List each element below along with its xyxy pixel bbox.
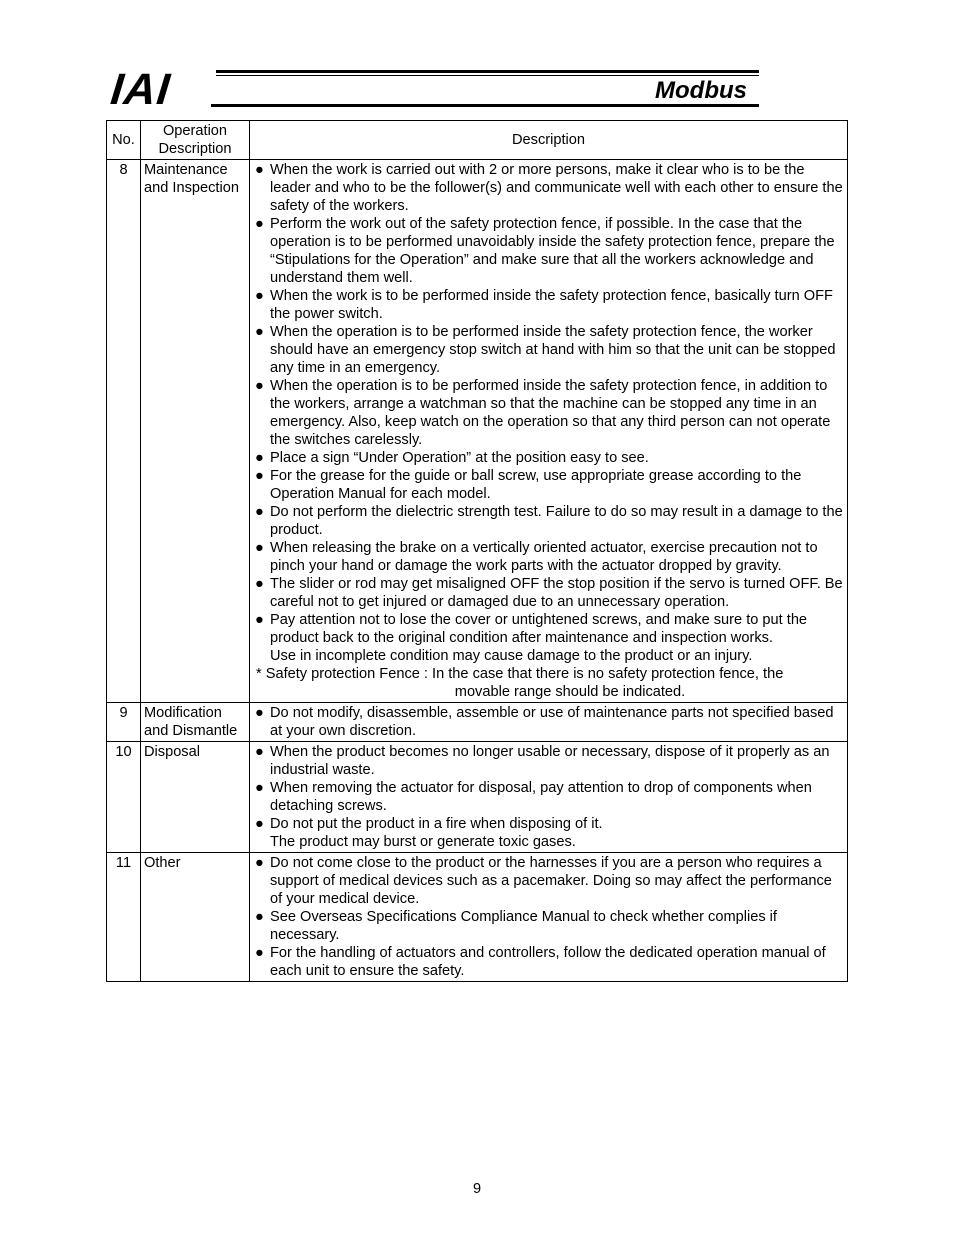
bullet-text: When the operation is to be performed inside the safety protection fence, in addition to the workers, arrange a watchman so that the machine can be stopped any time in an emergency. Also, keep watch on the operation so that any third person can not operate the switches carelessly.: [270, 378, 831, 448]
header-operation: Operation Description: [141, 121, 250, 160]
bullet-text: For the handling of actuators and controllers, follow the dedicated operation manual of each unit to ensure the safety.: [270, 945, 826, 979]
table-header-row: [107, 121, 848, 160]
bullet-item: [253, 611, 844, 665]
row-operation: Maintenance and Inspection: [141, 160, 250, 703]
bullet-item: [253, 854, 844, 908]
bullet-text: See Overseas Specifications Compliance Manual to check whether complies if necessary.: [270, 909, 777, 943]
bullet-dot-icon: ●: [255, 816, 264, 832]
bullet-dot-icon: ●: [255, 540, 264, 556]
row-operation: Disposal: [141, 742, 250, 853]
bullet-text: Do not perform the dielectric strength test. Failure to do so may result in a damage to the product.: [270, 504, 843, 538]
safety-fence-note: [253, 665, 844, 701]
bullet-item: [253, 815, 844, 851]
header-no: No.: [107, 121, 141, 160]
bullet-dot-icon: ●: [255, 945, 264, 961]
bullet-list: [253, 854, 844, 980]
row-number: 8: [107, 160, 141, 703]
bullet-item: [253, 779, 844, 815]
safety-table: [106, 120, 848, 982]
row-description: [250, 742, 848, 853]
header-rule-bottom: [211, 104, 759, 107]
bullet-item: [253, 449, 844, 467]
table-row: [107, 160, 848, 703]
row-description: [250, 160, 848, 703]
row-operation: Modification and Dismantle: [141, 703, 250, 742]
bullet-item: [253, 743, 844, 779]
header-rule-top-thin: [216, 75, 759, 76]
row-number: 9: [107, 703, 141, 742]
bullet-text: For the grease for the guide or ball screw, use appropriate grease according to the Operation Manual for each model.: [270, 468, 802, 502]
bullet-text: When releasing the brake on a vertically oriented actuator, exercise precaution not to pinch your hand or damage the work parts with the actuator dropped by gravity.: [270, 540, 818, 574]
row-operation: Other: [141, 853, 250, 982]
bullet-item: [253, 287, 844, 323]
row-description: [250, 853, 848, 982]
bullet-item: [253, 704, 844, 740]
bullet-dot-icon: ●: [255, 612, 264, 628]
bullet-item: [253, 323, 844, 377]
header-rule-top: [216, 70, 759, 73]
bullet-dot-icon: ●: [255, 744, 264, 760]
bullet-dot-icon: ●: [255, 909, 264, 925]
bullet-text: Place a sign “Under Operation” at the position easy to see.: [270, 450, 649, 466]
bullet-dot-icon: ●: [255, 324, 264, 340]
bullet-dot-icon: ●: [255, 468, 264, 484]
table-row: [107, 703, 848, 742]
table-row: [107, 853, 848, 982]
bullet-dot-icon: ●: [255, 504, 264, 520]
page-number: 9: [472, 1181, 482, 1197]
bullet-item: [253, 539, 844, 575]
bullet-list: [253, 161, 844, 665]
bullet-item: [253, 575, 844, 611]
bullet-dot-icon: ●: [255, 705, 264, 721]
bullet-dot-icon: ●: [255, 216, 264, 232]
bullet-subtext: The product may burst or generate toxic gases.: [270, 834, 576, 850]
bullet-text: Do not put the product in a fire when disposing of it.: [270, 816, 603, 832]
bullet-item: [253, 161, 844, 215]
note-text: * Safety protection Fence : In the case that there is no safety protection fence, the: [256, 666, 784, 682]
row-number: 10: [107, 742, 141, 853]
bullet-dot-icon: ●: [255, 162, 264, 178]
bullet-item: [253, 908, 844, 944]
page-header: [108, 65, 759, 114]
row-description: [250, 703, 848, 742]
bullet-text: Do not modify, disassemble, assemble or use of maintenance parts not specified based at your own discretion.: [270, 705, 834, 739]
bullet-dot-icon: ●: [255, 576, 264, 592]
bullet-text: When removing the actuator for disposal, pay attention to drop of components when detaching screws.: [270, 780, 812, 814]
bullet-text: Perform the work out of the safety protection fence, if possible. In the case that the operation is to be performed unavoidably inside the safety protection fence, prepare the “Stipulations for the Operation” and make sure that all the workers acknowledge and understand them well.: [270, 216, 835, 286]
bullet-dot-icon: ●: [255, 378, 264, 394]
bullet-item: [253, 467, 844, 503]
note-continuation: movable range should be indicated.: [454, 684, 686, 700]
iai-logo: IAI: [108, 65, 173, 114]
bullet-text: The slider or rod may get misaligned OFF the stop position if the servo is turned OFF. Be careful not to get injured or damaged due to an unnecessary operation.: [270, 576, 843, 610]
bullet-text: Pay attention not to lose the cover or untightened screws, and make sure to put the product back to the original condition after maintenance and inspection works.: [270, 612, 808, 646]
bullet-list: [253, 743, 844, 851]
bullet-dot-icon: ●: [255, 855, 264, 871]
header-description: Description: [250, 121, 848, 160]
bullet-text: When the product becomes no longer usable or necessary, dispose of it properly as an industrial waste.: [270, 744, 830, 778]
table-row: [107, 742, 848, 853]
bullet-dot-icon: ●: [255, 450, 264, 466]
bullet-dot-icon: ●: [255, 780, 264, 796]
bullet-list: [253, 704, 844, 740]
header-title: Modbus: [655, 77, 747, 104]
row-number: 11: [107, 853, 141, 982]
bullet-dot-icon: ●: [255, 288, 264, 304]
bullet-text: When the operation is to be performed inside the safety protection fence, the worker should have an emergency stop switch at hand with him so that the unit can be stopped any time in an emergency.: [270, 324, 836, 376]
bullet-item: [253, 944, 844, 980]
table-body: [107, 160, 848, 982]
bullet-item: [253, 503, 844, 539]
bullet-text: When the work is to be performed inside the safety protection fence, basically turn OFF the power switch.: [270, 288, 833, 322]
bullet-item: [253, 215, 844, 287]
bullet-item: [253, 377, 844, 449]
bullet-subtext: Use in incomplete condition may cause damage to the product or an injury.: [270, 648, 753, 664]
bullet-text: Do not come close to the product or the harnesses if you are a person who requires a support of medical devices such as a pacemaker. Doing so may affect the performance of your medical device.: [270, 855, 832, 907]
bullet-text: When the work is carried out with 2 or more persons, make it clear who is to be the leader and who to be the follower(s) and communicate well with each other to ensure the safety of the workers.: [270, 162, 843, 214]
